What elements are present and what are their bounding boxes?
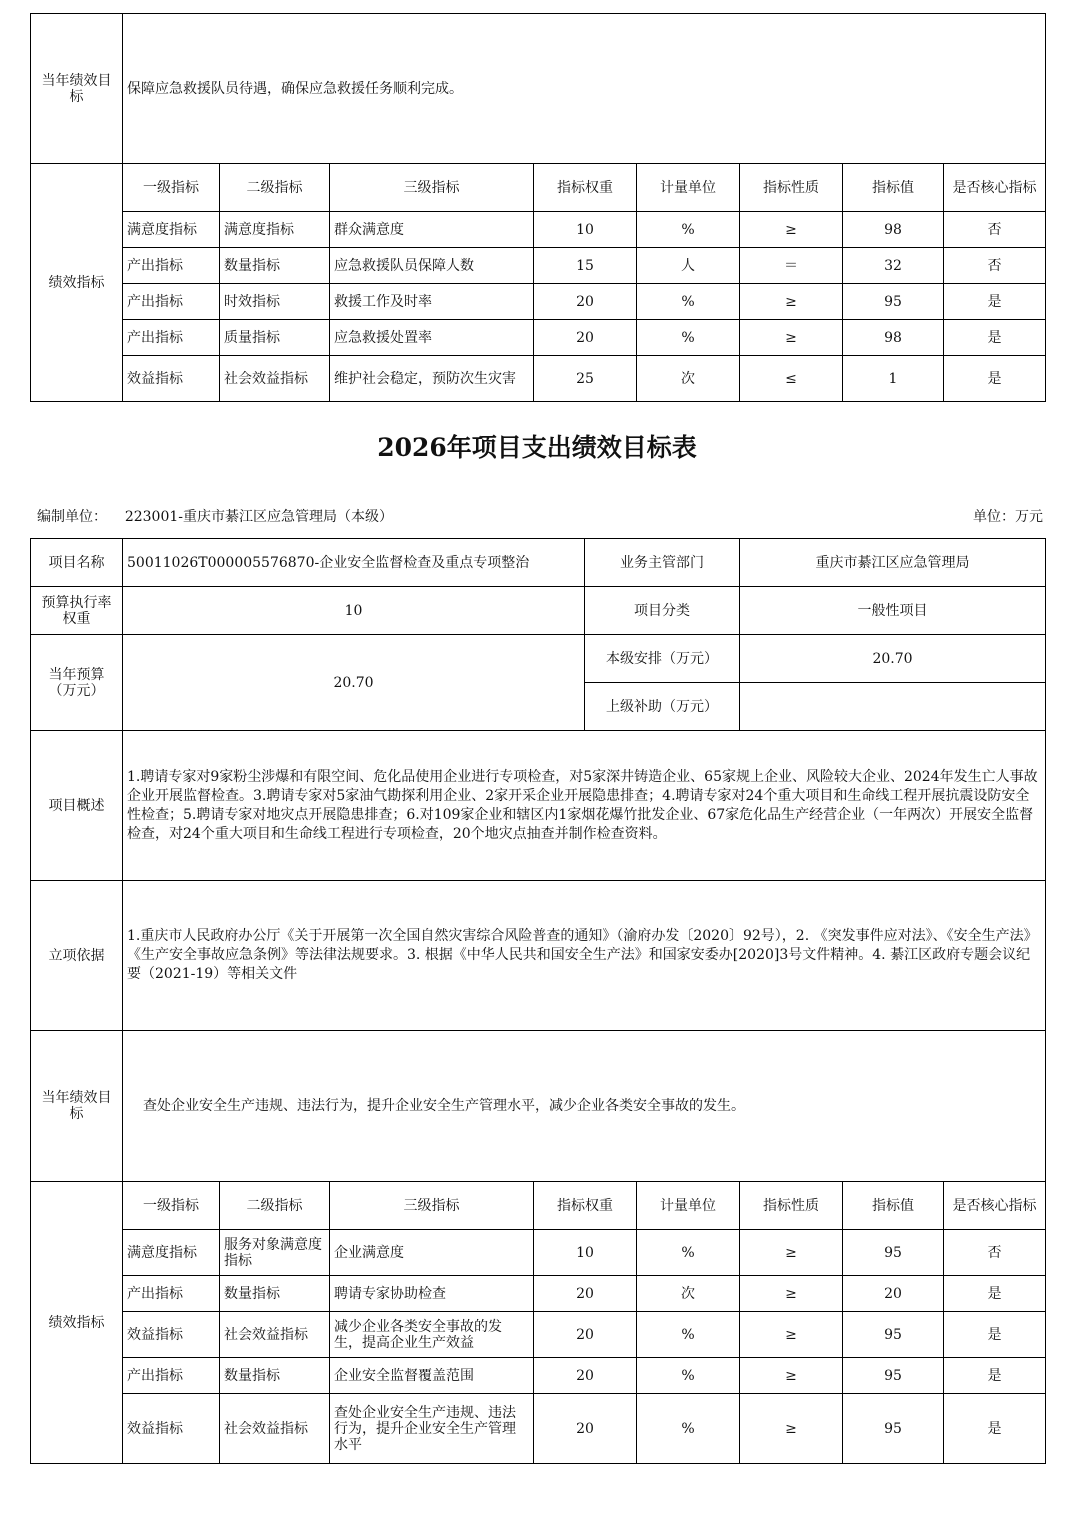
table-row [31,356,1046,402]
header-cell: 指标性质 [740,164,843,212]
cell: % [637,1312,740,1358]
unit-label: 编制单位： [37,509,107,525]
cell: 满意度指标 [123,1230,220,1276]
local-label: 本级安排（万元） [585,635,740,683]
perf-label: 绩效指标 [31,1182,123,1464]
dept-label: 业务主管部门 [585,539,740,587]
cell: 20 [534,284,637,320]
table-row [31,212,1046,248]
cell: 社会效益指标 [220,356,330,402]
cell: % [637,1230,740,1276]
budget-label: 当年预算（万元） [31,635,123,731]
cell: ≥ [740,1312,843,1358]
cell: 应急救援处置率 [330,320,534,356]
cell: 群众满意度 [330,212,534,248]
cell: 数量指标 [220,1358,330,1394]
cell: 20 [534,1394,637,1464]
cell: 产出指标 [123,284,220,320]
basis-text: 1.重庆市人民政府办公厅《关于开展第一次全国自然灾害综合风险普查的通知》（渝府办发〔2020〕92号），2. 《突发事件应对法》、《安全生产法》《生产安全事故应急条例》等法律法规要求。3. 根据《中华人民共和国安全生产法》和国家安委办[2020]3号文件精神。4. 綦江区政府专题会议纪要（2021-19）等相关文件 [123,881,1046,1031]
cell: 10 [534,1230,637,1276]
upper-value [740,683,1046,731]
cell: 是 [944,356,1046,402]
cell: 否 [944,248,1046,284]
header-cell: 计量单位 [637,164,740,212]
cell: 是 [944,320,1046,356]
cell: % [637,320,740,356]
table-row [31,1312,1046,1358]
project-name-label: 项目名称 [31,539,123,587]
header-cell: 二级指标 [220,1182,330,1230]
cell: 是 [944,1312,1046,1358]
perf-table-2 [30,538,1046,1464]
cell: 人 [637,248,740,284]
cell: 产出指标 [123,320,220,356]
cell: 98 [843,320,944,356]
cell: ≥ [740,284,843,320]
unit-value: 223001-重庆市綦江区应急管理局（本级） [124,509,393,525]
cell: ≥ [740,1394,843,1464]
currency-unit: 单位：万元 [973,509,1043,525]
overview-label: 项目概述 [31,731,123,881]
cell: 20 [534,1312,637,1358]
cell: 是 [944,1358,1046,1394]
header-cell: 指标值 [843,164,944,212]
cell: 20 [534,320,637,356]
cell: % [637,284,740,320]
goal-label: 当年绩效目标 [31,14,123,164]
cell: 95 [843,1394,944,1464]
cell: ≥ [740,1276,843,1312]
cell: ≥ [740,1230,843,1276]
cell: 数量指标 [220,248,330,284]
cell: 95 [843,1230,944,1276]
table-row [31,248,1046,284]
cell: % [637,1358,740,1394]
cell: 98 [843,212,944,248]
header-cell: 是否核心指标 [944,164,1046,212]
cell: 10 [534,212,637,248]
cell: 20 [534,1358,637,1394]
cell: 产出指标 [123,248,220,284]
cell: ≥ [740,212,843,248]
cell: 质量指标 [220,320,330,356]
cell: 应急救援队员保障人数 [330,248,534,284]
table-row [31,320,1046,356]
cell: 次 [637,1276,740,1312]
cell: 95 [843,284,944,320]
cell: 20 [843,1276,944,1312]
cell: 是 [944,284,1046,320]
cell: 否 [944,212,1046,248]
cell: 企业满意度 [330,1230,534,1276]
cell: 产出指标 [123,1276,220,1312]
upper-label: 上级补助（万元） [585,683,740,731]
table-row [31,1394,1046,1464]
table-row [31,1276,1046,1312]
cell: 企业安全监督覆盖范围 [330,1358,534,1394]
cell: 是 [944,1394,1046,1464]
cell: 满意度指标 [220,212,330,248]
header-cell: 指标值 [843,1182,944,1230]
cell: 服务对象满意度指标 [220,1230,330,1276]
cell: 是 [944,1276,1046,1312]
cell: % [637,212,740,248]
cell: 效益指标 [123,1312,220,1358]
local-value: 20.70 [740,635,1046,683]
page-title: 2026年项目支出绩效目标表 [377,433,697,462]
cell: 社会效益指标 [220,1394,330,1464]
table-row [31,1230,1046,1276]
cell: 95 [843,1358,944,1394]
table-row [31,284,1046,320]
cell: 社会效益指标 [220,1312,330,1358]
cell: 20 [534,1276,637,1312]
header-cell: 一级指标 [123,164,220,212]
exec-rate-label: 预算执行率权重 [31,587,123,635]
budget-value: 20.70 [123,635,585,731]
cell: 32 [843,248,944,284]
category-value: 一般性项目 [740,587,1046,635]
header-cell: 是否核心指标 [944,1182,1046,1230]
cell: 减少企业各类安全事故的发生，提高企业生产效益 [330,1312,534,1358]
cell: ＝ [740,248,843,284]
header-cell: 二级指标 [220,164,330,212]
goal-text: 保障应急救援队员待遇，确保应急救援任务顺利完成。 [123,14,1046,164]
goal-label: 当年绩效目标 [31,1031,123,1182]
cell: 否 [944,1230,1046,1276]
header-cell: 计量单位 [637,1182,740,1230]
header-cell: 指标权重 [534,164,637,212]
cell: 满意度指标 [123,212,220,248]
exec-rate-value: 10 [123,587,585,635]
perf-label: 绩效指标 [31,164,123,402]
overview-text: 1.聘请专家对9家粉尘涉爆和有限空间、危化品使用企业进行专项检查，对5家深井铸造企业、65家规上企业、风险较大企业、2024年发生亡人事故企业开展监督检查。3.聘请专家对5家油气勘探利用企业、2家开采企业开展隐患排查；4.聘请专家对24个重大项目和生命线工程开展抗震设防安全性检查；5.聘请专家对地灾点开展隐患排查；6.对109家企业和辖区内1家烟花爆竹批发企业、67家危化品生产经营企业（一年两次）开展安全监督检查，对24个重大项目和生命线工程进行专项检查，20个地灾点抽查并制作检查资料。 [123,731,1046,881]
cell: 1 [843,356,944,402]
cell: 数量指标 [220,1276,330,1312]
cell: 聘请专家协助检查 [330,1276,534,1312]
header-cell: 指标性质 [740,1182,843,1230]
cell: 次 [637,356,740,402]
cell: 15 [534,248,637,284]
cell: 查处企业安全生产违规、违法行为，提升企业安全生产管理水平 [330,1394,534,1464]
cell: 效益指标 [123,1394,220,1464]
cell: 25 [534,356,637,402]
cell: 95 [843,1312,944,1358]
cell: 维护社会稳定，预防次生灾害 [330,356,534,402]
unit-info [37,506,393,526]
cell: 时效指标 [220,284,330,320]
table-row [31,1358,1046,1394]
cell: ≥ [740,320,843,356]
cell: 救援工作及时率 [330,284,534,320]
goal-text: 查处企业安全生产违规、违法行为，提升企业安全生产管理水平，减少企业各类安全事故的发生。 [123,1031,1046,1182]
basis-label: 立项依据 [31,881,123,1031]
header-cell: 三级指标 [330,1182,534,1230]
header-cell: 三级指标 [330,164,534,212]
perf-table-1 [30,13,1046,402]
header-cell: 指标权重 [534,1182,637,1230]
category-label: 项目分类 [585,587,740,635]
cell: 产出指标 [123,1358,220,1394]
header-cell: 一级指标 [123,1182,220,1230]
cell: ≥ [740,1358,843,1394]
dept-value: 重庆市綦江区应急管理局 [740,539,1046,587]
cell: ≤ [740,356,843,402]
cell: 效益指标 [123,356,220,402]
project-name: 50011026T000005576870-企业安全监督检查及重点专项整治 [123,539,585,587]
cell: % [637,1394,740,1464]
